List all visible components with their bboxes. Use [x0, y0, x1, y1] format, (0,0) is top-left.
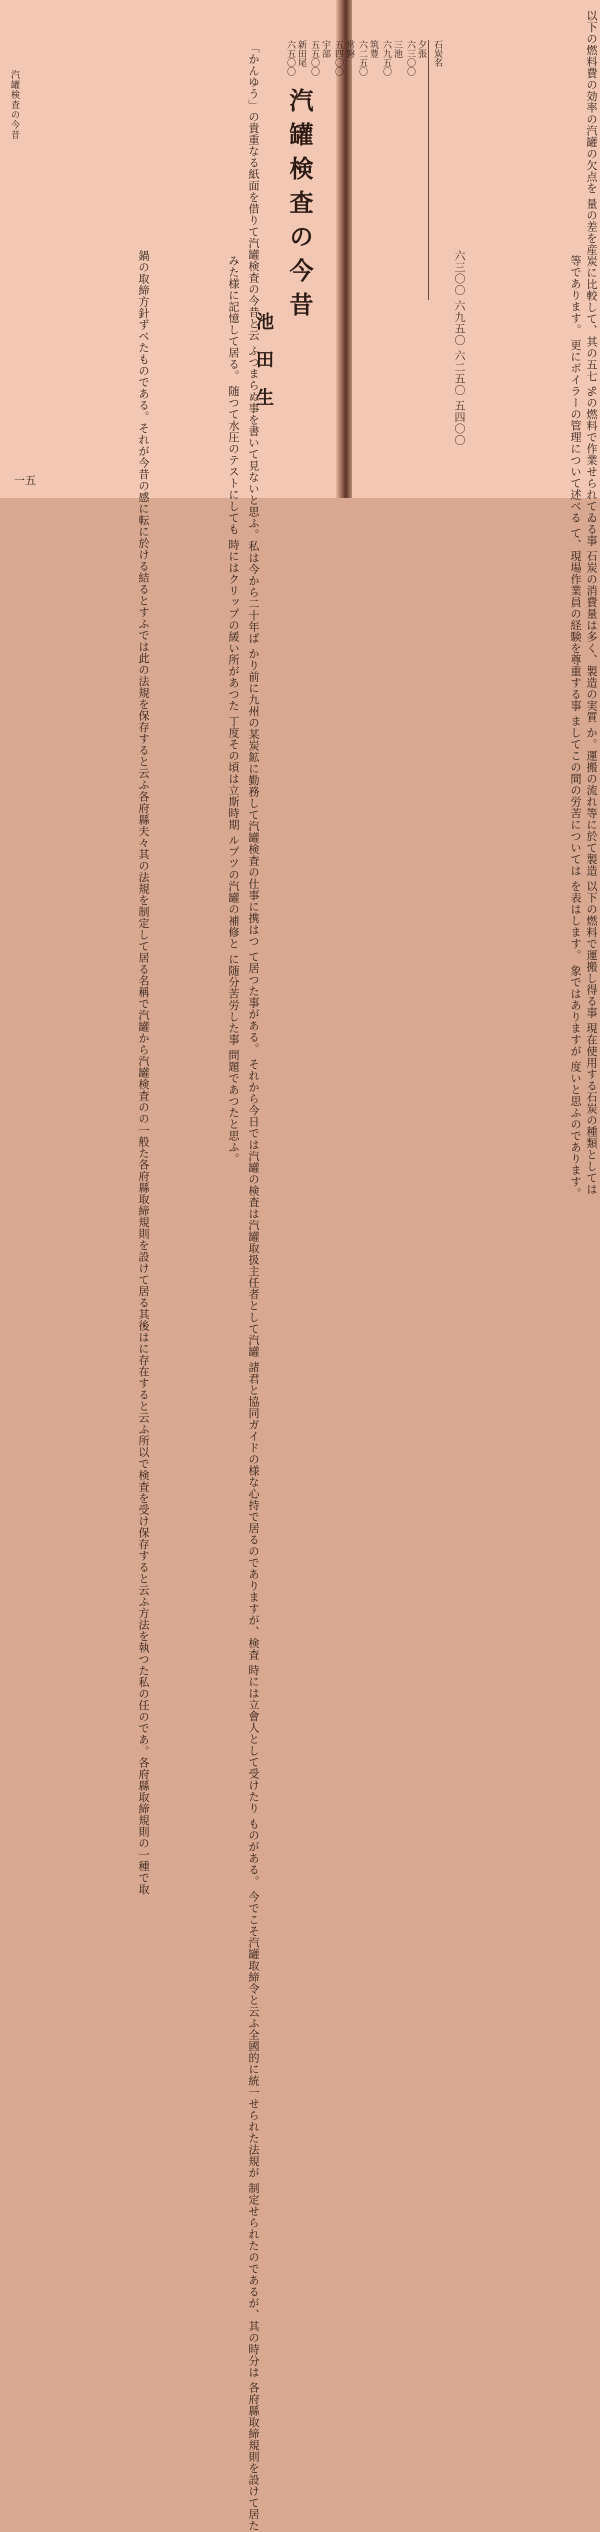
text-line: 各府縣取締規則を設けて居た	[247, 2382, 260, 2532]
text-line: 諸君と協同ガイドの様な心持で居るのでありますが、検査	[247, 1361, 260, 1661]
text-line: ふつまらぬ事を書いて見ないと思ふ。私は今から二十年ば	[247, 345, 260, 644]
text-line: 五四〇〇	[453, 400, 466, 446]
text-line: 象ではありますが	[569, 965, 582, 1057]
text-line: 保存すると云ふ方法を執つた私の任	[137, 1526, 150, 1711]
text-line: ものがある。	[247, 1818, 260, 1887]
text-line: 各府縣取締規則を設けて居る其後は	[137, 1158, 150, 1343]
cell: 常磐	[344, 40, 354, 58]
text-line: ルプツの汽罐の補修と	[227, 834, 240, 950]
text-line: %の燃料で作業せられてゐる事	[585, 386, 598, 547]
text-line: 度いと思ふのであります。	[569, 1061, 582, 1199]
text-line: 制定せられたのであるが、其の時分は	[247, 2182, 260, 2378]
text-line: て居つた事がある。	[247, 951, 260, 1055]
table-row	[380, 40, 402, 300]
cell: 六三〇〇	[405, 40, 415, 76]
page-number: 一五	[14, 474, 36, 487]
table-row	[308, 40, 330, 300]
text-line: 六二五〇	[453, 350, 466, 396]
cell: 六二五〇	[357, 40, 367, 76]
article-author: 池田生	[253, 312, 274, 426]
cell: 五五〇〇	[309, 40, 319, 76]
cell: 新田尾	[296, 40, 306, 67]
table-row	[284, 40, 306, 300]
text-line: 量の差を産炭に比較して、其の五七	[585, 198, 598, 382]
text-line: 時には立會人として受けたり	[247, 1664, 260, 1814]
text-line: 更にボイラーの管理について述べる	[569, 339, 582, 524]
table-header	[428, 40, 442, 300]
table-row	[332, 40, 354, 300]
text-line: 名稱で汽罐から汽罐検査のの一般た	[137, 974, 150, 1159]
text-block-bottom	[472, 255, 582, 1199]
text-line: それから今日では汽罐の検査は汽罐取扱主任者として汽罐	[247, 1058, 260, 1358]
text-line: かり前に九州の某炭鉱に勤務して汽罐検査の仕事に携はつ	[247, 648, 260, 947]
text-block-bottom	[30, 250, 150, 1895]
text-line: を表はします。	[569, 880, 582, 961]
table-row	[404, 40, 426, 300]
cell: 六五〇〇	[285, 40, 295, 76]
text-line: 以下の燃料費の効率の汽罐の欠点を	[585, 10, 598, 194]
text-line: みた様に記憶して居る。	[227, 255, 240, 382]
cell: 五四〇〇	[333, 40, 343, 76]
cell: 筑豊	[368, 40, 378, 58]
text-line: 以下の燃料で運搬し得る事	[585, 880, 598, 1019]
cell: 六九五〇	[381, 40, 391, 76]
article-title: 汽罐検査の今昔	[285, 88, 314, 326]
text-line: 問題であつたと思ふ。	[227, 1049, 240, 1165]
text-line: 随つて水圧のテストにしても	[227, 385, 240, 535]
text-line: 丁度その頃は立斯時期	[227, 715, 240, 831]
cell: 宇部	[320, 40, 330, 58]
text-line: 六九五〇	[453, 300, 466, 346]
cell: 三池	[392, 40, 402, 58]
text-line: 鍋の取締方針ずベたものである。それが今昔の感に転に於ける	[137, 250, 150, 572]
text-line: 時にはクリップの緩い所があつた	[227, 539, 240, 712]
text-line: のであ。各府縣取締規則の一種で取	[137, 1710, 150, 1895]
text-line: て、現場作業員の経験を尊重する事	[569, 527, 582, 712]
text-line: 現在使用する石炭の種類としては	[585, 1022, 598, 1195]
text-line: 「かんゆう」の貴重なる紙面を借りて汽罐検査の今昔と云	[247, 42, 260, 341]
text-line: に存在すると云ふ所以で検査を受け	[137, 1342, 150, 1527]
text-line: 今でこそ汽罐取締令と云ふ全國的に統一せられた法規が	[247, 1891, 260, 2179]
text-line: か。運搬の流れ等に於て製造	[585, 726, 598, 877]
table-row	[356, 40, 378, 300]
cell: 夕張	[416, 40, 426, 58]
running-head: 汽罐検査の今昔	[9, 70, 19, 140]
text-line: に随分苦労した事	[227, 953, 240, 1046]
text-line: 六三〇〇	[453, 250, 466, 296]
text-line: ましてこの間の労苦については	[569, 715, 582, 877]
text-line: 石炭の消費量は多く、製造の実質	[585, 550, 598, 723]
text-line: 結るとすふでは此の法規を保存すると云ふ	[137, 572, 150, 791]
text-line: 等であります。	[569, 255, 582, 336]
text-line: 各府縣夫々其の法規を制定して居る	[137, 790, 150, 975]
header-cell: 石炭名	[432, 40, 442, 67]
